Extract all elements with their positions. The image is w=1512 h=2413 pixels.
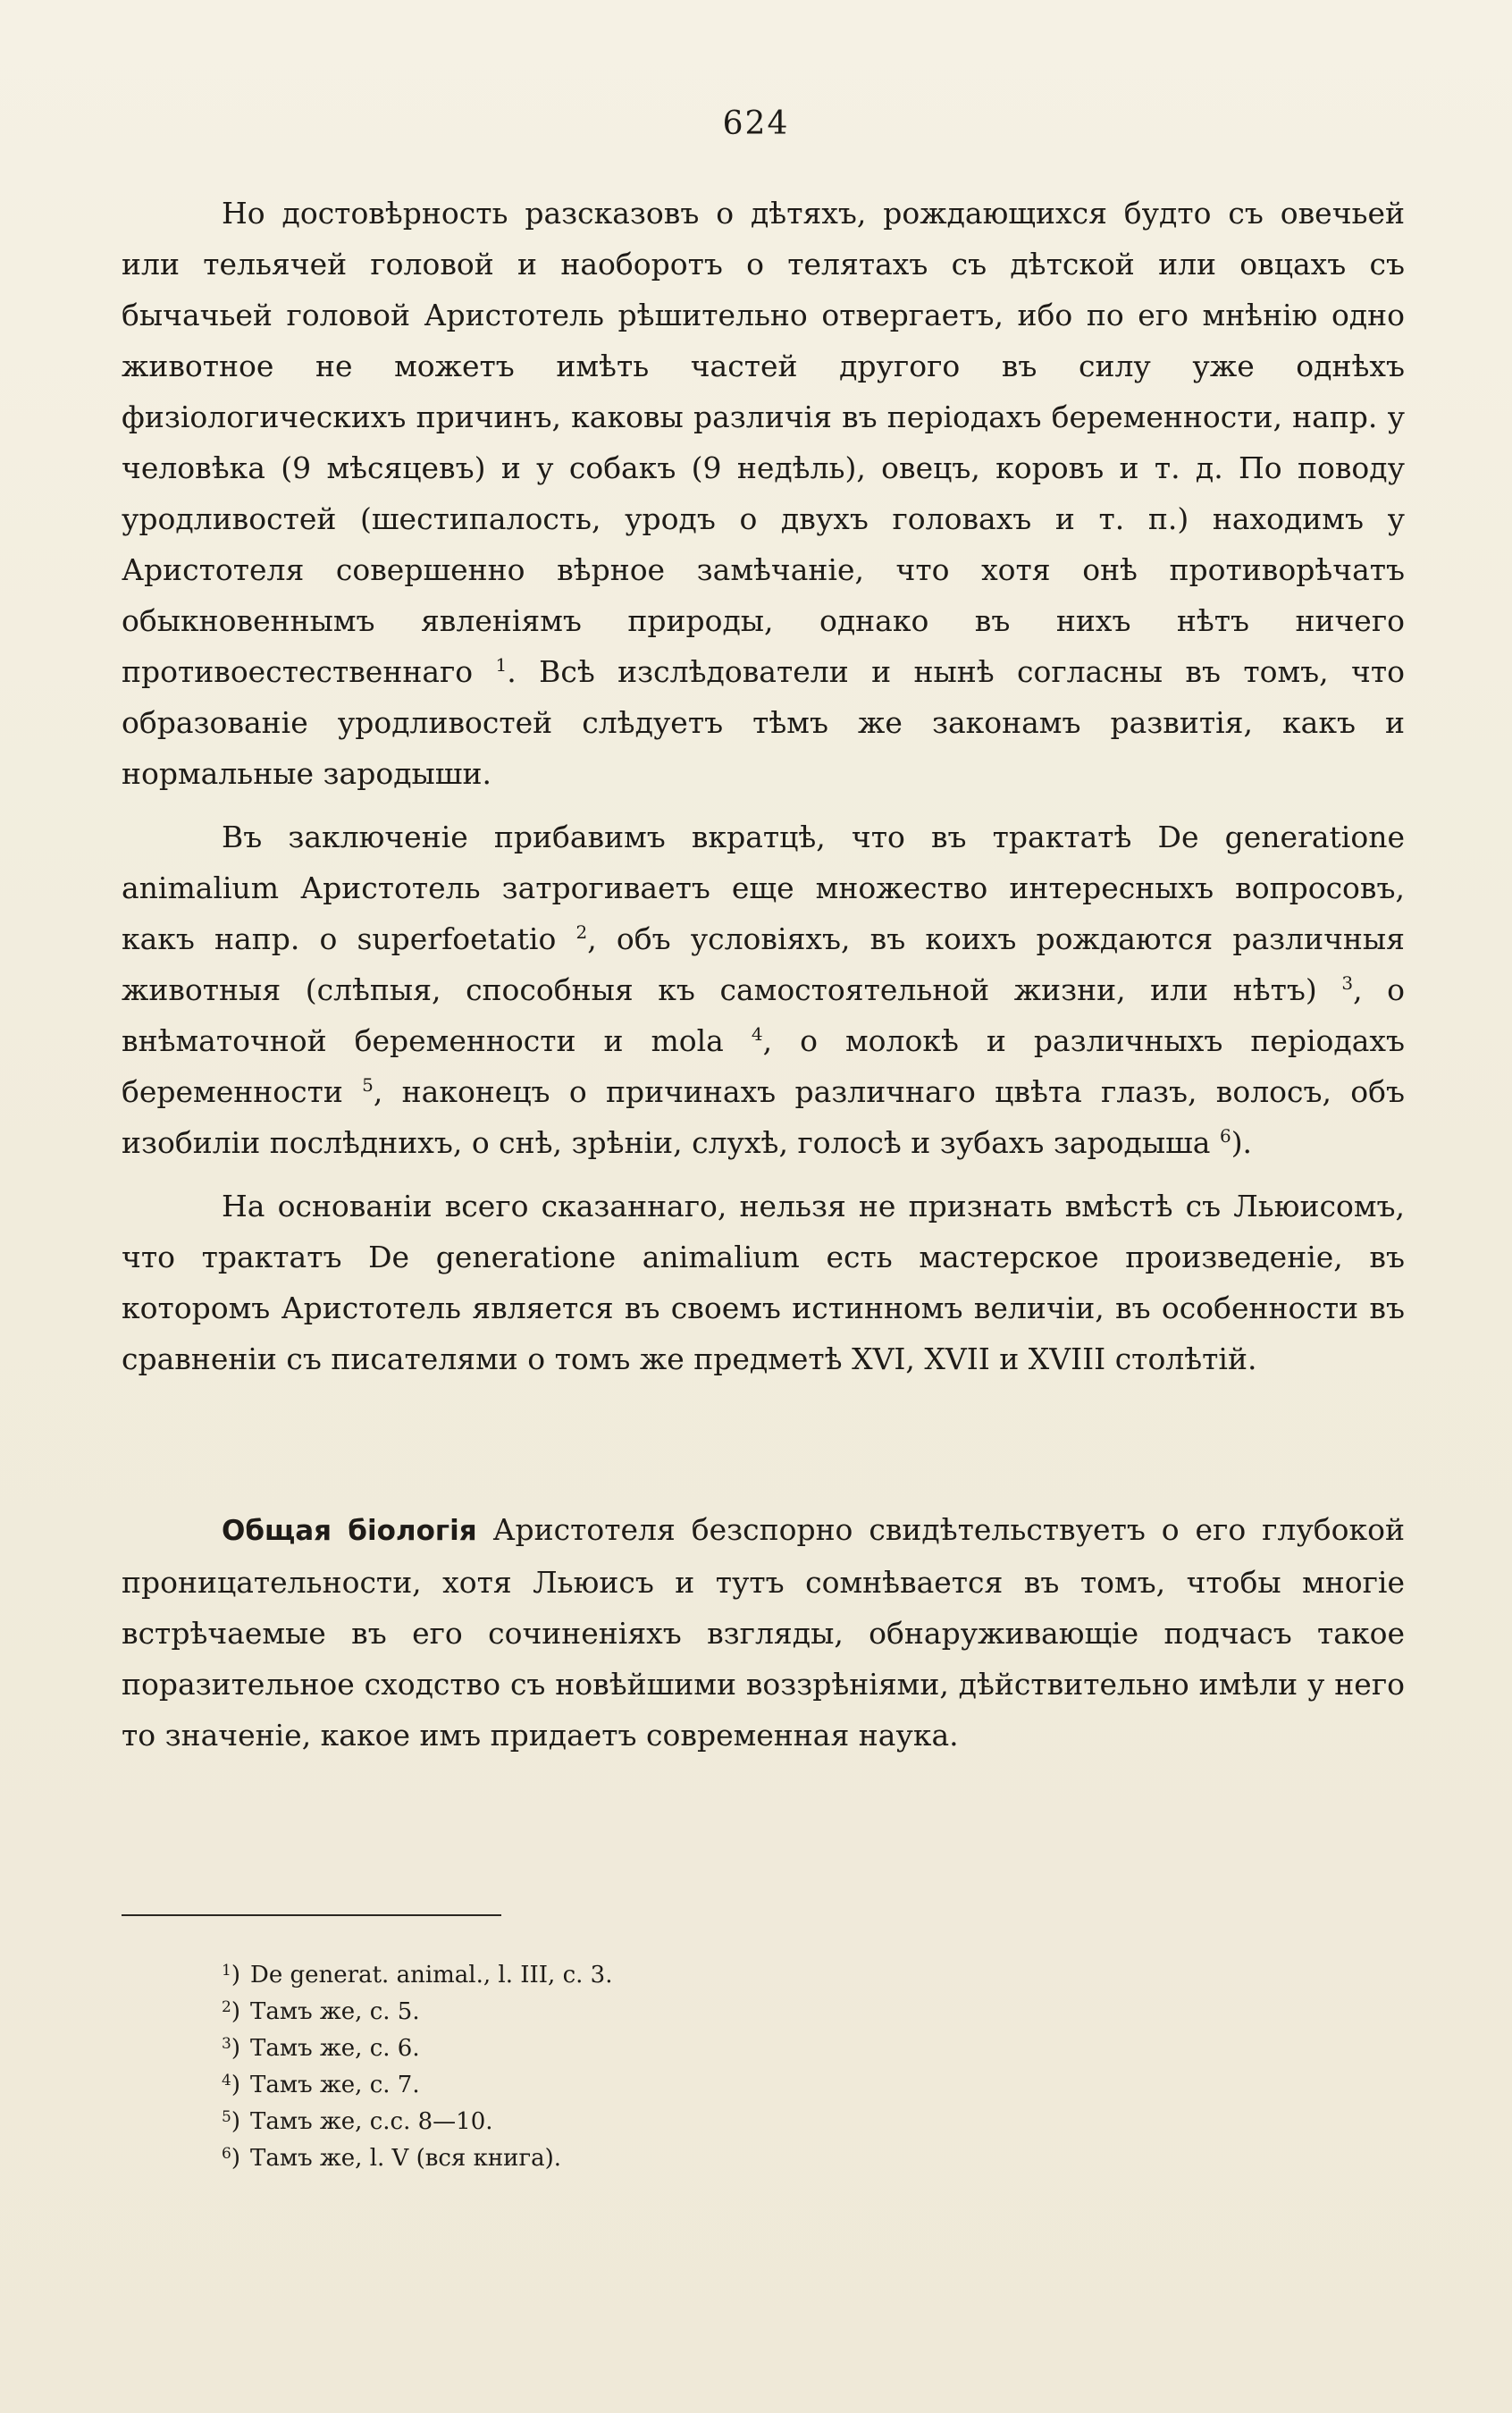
paragraph-assessment: На основаніи всего сказаннаго, нельзя не признать вмѣстѣ съ Льюисомъ, что трактатъ De generatione animalium есть мастерское произведеніе, въ которомъ Аристотель является въ своемъ истинномъ величіи, въ особенности въ сравненіи съ писателями о томъ же предметѣ XVI, XVII и XVIII столѣтій. — [122, 1189, 1405, 1376]
paragraph-text: Но достовѣрность разсказовъ о дѣтяхъ, рождающихся будто съ овечьей или тельячей головой и наоборотъ о телятахъ съ дѣтской или овцахъ съ бычачьей головой Аристотель рѣшительно отвергаетъ, ибо по его мнѣнію одно животное не можетъ имѣть частей другого въ силу уже однѣхъ физіологическихъ причинъ, каковы различія въ періодахъ беременности, напр. у человѣка (9 мѣсяцевъ) и у собакъ (9 недѣль), овецъ, коровъ и т. д. По поводу уродливостей (шестипалость, уродъ о двухъ головахъ и т. п.) находимъ у Аристотеля совершенно вѣрное замѣчаніе, что хотя онѣ противорѣчатъ обыкновеннымъ явленіямъ природы, однако въ нихъ нѣтъ ничего противоестественнаго — [122, 196, 1405, 689]
footnote-ref[interactable]: 1 — [495, 654, 508, 676]
footnote-mark: $^3$) — [222, 2035, 240, 2062]
footnote-text: Тамъ же, с. 6. — [250, 2035, 420, 2062]
paragraph-tail: . Всѣ изслѣдователи и нынѣ согласны въ томъ, что образованіе уродливостей слѣдуетъ тѣмъ же законамъ развитія, какъ и нормальные зародыши. — [122, 654, 1405, 791]
paragraph-text: Въ заключеніе прибавимъ вкратцѣ, что въ трактатѣ De generatione animalium Аристотель затрогиваетъ еще множество интересныхъ вопросовъ, какъ напр. о superfoetatio — [122, 820, 1405, 956]
paragraph-text: , наконецъ о причинахъ различнаго цвѣта глазъ, волосъ, объ изобиліи послѣднихъ, о снѣ, зрѣніи, слухѣ, голосѣ и зубахъ зародыша — [122, 1074, 1406, 1160]
footnote-ref[interactable]: 6 — [1219, 1125, 1231, 1147]
footnote-mark: $^2$) — [222, 1998, 240, 2025]
footnote — [222, 2067, 1294, 2104]
paragraph-general-biology — [122, 1504, 1405, 1761]
paragraph-text: , объ условіяхъ, въ коихъ рождаются различныя животныя (слѣпыя, способныя къ самостоятельной жизни, или нѣтъ) — [122, 921, 1405, 1007]
footnotes — [222, 1957, 1294, 2177]
footnote-text: Тамъ же, с.с. 8—10. — [250, 2108, 493, 2135]
section-lead: Общая біологія — [222, 1515, 477, 1547]
footnote-text: Тамъ же, l. V (вся книга). — [250, 2145, 562, 2172]
footnote-divider — [122, 1914, 501, 1916]
footnote-mark: $^6$) — [222, 2145, 240, 2172]
footnote-ref[interactable]: 3 — [1341, 972, 1354, 994]
main-text — [122, 188, 1405, 1773]
paragraph-text: Аристотеля безспорно свидѣтельствуетъ о его глубокой проницательности, хотя Льюисъ и тутъ сомнѣвается въ томъ, чтобы многіе встрѣчаемые въ его сочиненіяхъ взгляды, обнаруживающіе подчасъ такое поразительное сходство съ новѣйшими воззрѣніями, дѣйствительно имѣли у него то значеніе, какое имъ придаетъ современная наука. — [122, 1512, 1405, 1753]
footnote-text: Тамъ же, с. 5. — [250, 1998, 420, 2025]
footnote-text: De generat. animal., l. III, c. 3. — [250, 1962, 613, 1988]
paragraph-conclusion — [122, 811, 1405, 1168]
footnote-mark: $^5$) — [222, 2108, 240, 2135]
footnote-mark: $^4$) — [222, 2072, 240, 2098]
page-number: 624 — [722, 105, 790, 142]
footnote — [222, 2030, 1294, 2067]
footnote — [222, 1957, 1294, 1994]
paragraph-text: , о внѣматочной беременности и mola — [122, 972, 1405, 1058]
footnote — [222, 2140, 1294, 2177]
footnote-ref[interactable]: 4 — [751, 1023, 763, 1045]
footnote-ref[interactable]: 5 — [362, 1074, 374, 1096]
footnote-text: Тамъ же, с. 7. — [250, 2072, 420, 2098]
footnote-mark: $^1$) — [222, 1962, 240, 1988]
paragraph-monsters — [122, 188, 1405, 799]
paragraph-text: , о молокѣ и различныхъ періодахъ беременности — [122, 1023, 1405, 1109]
footnote — [222, 2104, 1294, 2140]
paragraph-text: ). — [1231, 1125, 1253, 1160]
footnote-ref[interactable]: 2 — [575, 921, 588, 943]
footnote — [222, 1994, 1294, 2030]
